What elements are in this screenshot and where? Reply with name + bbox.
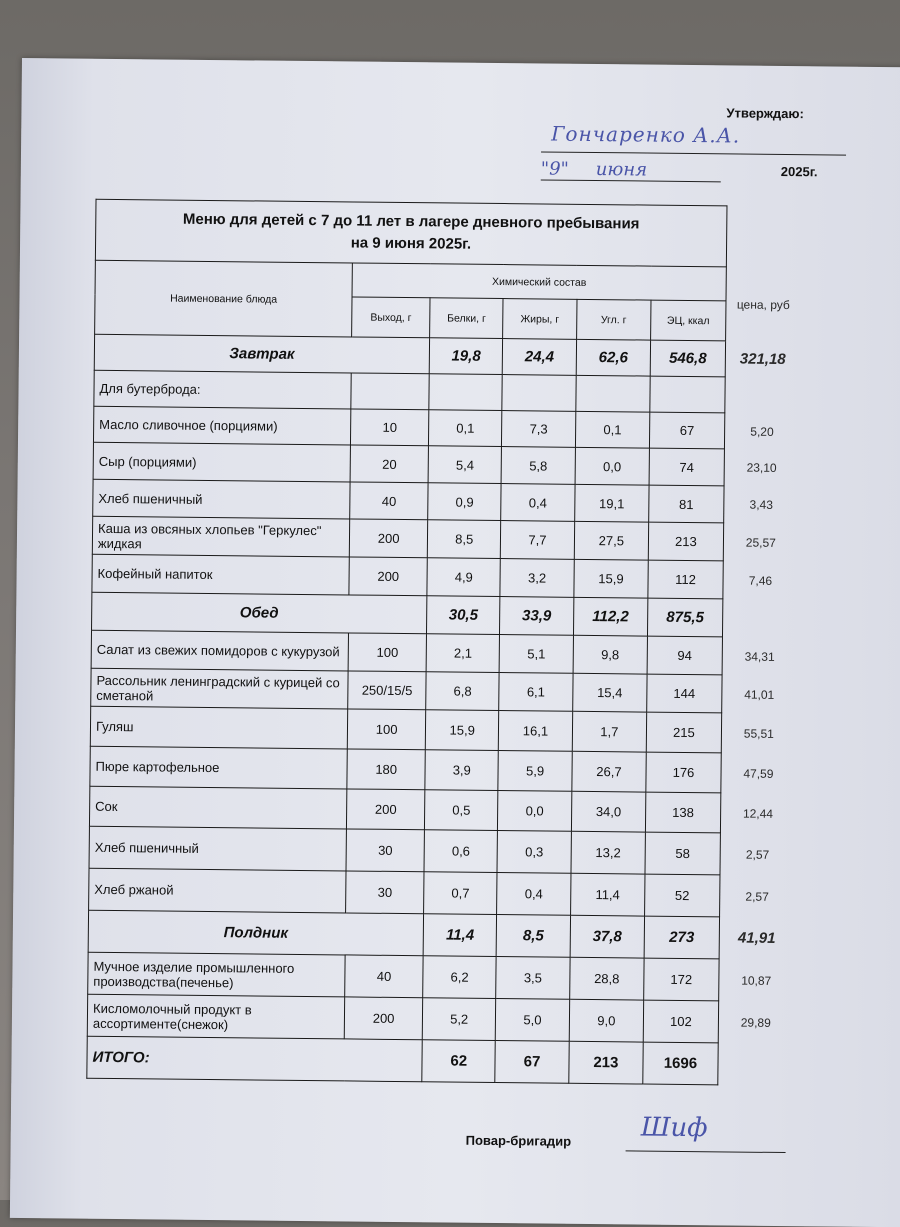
cell-carbs: 9,8 <box>573 635 648 674</box>
cell-price: 34,31 <box>722 637 797 676</box>
cell-fat: 16,1 <box>499 711 573 752</box>
cell-fat: 67 <box>495 1041 569 1084</box>
table-row <box>89 826 795 875</box>
cell-carbs: 27,5 <box>574 521 649 560</box>
cell-dish: Салат из свежих помидоров с кукурузой <box>91 630 349 671</box>
cell-protein: 5,4 <box>428 446 502 484</box>
cell-energy: 176 <box>646 752 721 793</box>
total-label: ИТОГО: <box>87 1036 422 1082</box>
cell-price: 55,51 <box>721 713 796 754</box>
header-dish: Наименование блюда <box>95 260 353 337</box>
cell-dish: Каша из овсяных хлопьев "Геркулес" жидкая <box>92 516 350 557</box>
cell-energy: 215 <box>646 712 721 753</box>
cell-fat: 5,9 <box>498 751 572 792</box>
cell-dish: Сыр (порциями) <box>93 442 351 482</box>
table-row <box>88 952 794 1001</box>
cell-carbs: 9,0 <box>569 999 644 1042</box>
cell-fat: 0,0 <box>498 791 572 832</box>
cell-price: 3,43 <box>723 486 798 524</box>
cell-carbs: 112,2 <box>573 597 648 636</box>
cell-energy: 172 <box>644 958 719 1001</box>
cell-fat: 7,3 <box>502 411 576 448</box>
cell-price: 47,59 <box>721 753 796 794</box>
cell-yield: 40 <box>350 482 428 520</box>
cell-carbs: 15,9 <box>574 559 649 598</box>
cell-yield: 200 <box>349 557 427 596</box>
header-energy: ЭЦ, ккал <box>651 300 726 341</box>
cell-price: 23,10 <box>724 449 799 487</box>
price-column-spacer <box>726 206 801 268</box>
cell-energy: 112 <box>648 560 723 599</box>
cell-energy: 144 <box>647 674 722 713</box>
cell-protein: 30,5 <box>427 596 501 635</box>
cell-price: 7,46 <box>723 561 798 600</box>
cell-protein: 8,5 <box>427 520 501 559</box>
cell-price: 321,18 <box>725 341 800 378</box>
cook-label: Повар-бригадир <box>465 1132 572 1149</box>
cell-fat: 33,9 <box>500 597 574 636</box>
cell-fat: 8,5 <box>496 915 570 958</box>
menu-title-line1: Меню для детей с 7 до 11 лет в лагере дневного пребывания <box>182 210 640 233</box>
cell-energy: 74 <box>649 448 724 486</box>
cell-carbs: 15,4 <box>572 673 647 712</box>
cell-dish: Пюре картофельное <box>90 746 348 789</box>
cell-yield: 30 <box>346 871 424 914</box>
header-protein: Белки, г <box>430 298 504 339</box>
menu-title-line2: на 9 июня 2025г. <box>350 234 472 253</box>
cell-protein: 62 <box>422 1040 496 1083</box>
cell-dish: Хлеб пшеничный <box>89 826 347 871</box>
cell-protein: 11,4 <box>423 914 497 957</box>
cell-fat: 24,4 <box>503 339 577 376</box>
cell-price: 2,57 <box>719 875 794 918</box>
cell-protein: 6,2 <box>423 956 497 999</box>
approval-label: Утверждаю: <box>726 105 804 122</box>
cook-signature: Шиф <box>640 1112 708 1144</box>
cell-dish: Кисломолочный продукт в ассортименте(снежок) <box>87 994 345 1039</box>
cell-dish: Хлеб пшеничный <box>93 479 351 519</box>
cell-dish: Гуляш <box>90 706 348 749</box>
cell-protein: 2,1 <box>426 634 500 673</box>
cell-carbs: 0,1 <box>575 411 650 448</box>
cell-price: 41,01 <box>721 675 796 714</box>
cell-protein: 19,8 <box>429 338 503 375</box>
cell-dish: Рассольник ленинградский с курицей со сметаной <box>91 668 349 709</box>
cell-dish: Кофейный напиток <box>92 554 350 595</box>
cell-yield: 200 <box>347 789 425 830</box>
cell-energy: 213 <box>648 522 723 561</box>
cell-price: 10,87 <box>718 959 793 1002</box>
section-name: Полдник <box>88 910 423 956</box>
cell-energy: 58 <box>645 832 720 875</box>
cell-energy: 102 <box>643 1000 718 1043</box>
table-row <box>89 868 795 917</box>
cell-energy: 875,5 <box>648 598 723 637</box>
cell-fat: 3,2 <box>500 559 574 598</box>
approval-signature: Гончаренко А.А. <box>551 121 741 148</box>
cell-protein: 0,1 <box>429 410 503 447</box>
cell-fat: 5,0 <box>496 999 570 1042</box>
cell-energy: 546,8 <box>650 340 725 377</box>
cell-carbs: 0,0 <box>575 447 650 485</box>
cell-yield: 180 <box>347 749 425 790</box>
cell-carbs: 37,8 <box>570 915 645 958</box>
section-row-snack <box>88 910 794 959</box>
cell-fat: 0,3 <box>497 831 571 874</box>
cell-protein: 3,9 <box>425 750 499 791</box>
cell-price: 12,44 <box>720 793 795 834</box>
header-fat: Жиры, г <box>503 299 577 340</box>
approval-month: июня <box>595 159 648 181</box>
header-carbs: Угл. г <box>576 299 651 340</box>
cell-protein: 6,8 <box>426 672 500 711</box>
cell-carbs: 28,8 <box>569 957 644 1000</box>
cell-fat: 3,5 <box>496 957 570 1000</box>
cell-energy: 1696 <box>643 1042 718 1085</box>
cell-protein: 4,9 <box>427 558 501 597</box>
cell-carbs: 213 <box>568 1041 643 1084</box>
table-row <box>87 994 793 1043</box>
cell-dish: Мучное изделие промышленного производства(печенье) <box>88 952 346 997</box>
cell-price: 5,20 <box>724 413 799 450</box>
cell-yield: 20 <box>350 445 428 483</box>
cell-price: 25,57 <box>723 523 798 562</box>
cell-fat: 0,4 <box>501 484 575 522</box>
cell-yield: 100 <box>348 709 426 750</box>
cell-energy: 81 <box>649 485 724 523</box>
subheader-label: Для бутерброда: <box>94 370 352 409</box>
section-name: Завтрак <box>94 334 429 374</box>
cell-energy: 94 <box>647 636 722 675</box>
cell-yield: 30 <box>346 829 424 872</box>
cell-energy: 273 <box>644 916 719 959</box>
approval-year: 2025г. <box>780 163 818 180</box>
cell-dish: Масло сливочное (порциями) <box>93 406 351 445</box>
cell-energy: 67 <box>650 412 725 449</box>
cell-price: 41,91 <box>719 917 794 960</box>
menu-title <box>95 199 726 267</box>
cell-carbs: 11,4 <box>570 873 645 916</box>
cell-carbs: 13,2 <box>571 831 646 874</box>
cell-protein: 0,6 <box>424 830 498 873</box>
cell-energy: 138 <box>646 792 721 833</box>
cell-protein: 0,5 <box>425 790 499 831</box>
cell-protein: 5,2 <box>422 998 496 1041</box>
cell-price: 2,57 <box>720 833 795 876</box>
cell-protein: 0,7 <box>424 872 498 915</box>
cell-yield: 100 <box>348 633 426 672</box>
cell-energy: 52 <box>645 874 720 917</box>
cell-fat: 7,7 <box>501 521 575 560</box>
approval-day: "9" <box>540 158 569 180</box>
cell-yield: 250/15/5 <box>348 671 426 710</box>
menu-table <box>86 199 801 1086</box>
cell-protein: 0,9 <box>428 483 502 521</box>
cell-yield: 200 <box>350 519 428 558</box>
cell-carbs: 62,6 <box>576 339 651 376</box>
cell-dish: Сок <box>89 786 347 829</box>
cell-carbs: 1,7 <box>572 711 647 752</box>
header-yield: Выход, г <box>352 297 430 338</box>
header-price: цена, руб <box>725 267 801 342</box>
cell-yield: 10 <box>351 409 429 446</box>
cell-fat: 5,8 <box>501 447 575 485</box>
cell-fat: 0,4 <box>497 873 571 916</box>
cell-fat: 5,1 <box>499 635 573 674</box>
cell-yield: 40 <box>345 955 423 998</box>
header-chem: Химический состав <box>352 263 726 301</box>
cell-carbs: 19,1 <box>574 484 649 522</box>
cell-price: 29,89 <box>718 1001 793 1044</box>
cell-yield: 200 <box>344 997 422 1040</box>
cell-dish: Хлеб ржаной <box>89 868 347 913</box>
cell-carbs: 26,7 <box>572 751 647 792</box>
cell-carbs: 34,0 <box>571 791 646 832</box>
document-sheet <box>10 58 900 1227</box>
cell-fat: 6,1 <box>499 673 573 712</box>
cell-protein: 15,9 <box>425 710 499 751</box>
total-row <box>87 1036 793 1085</box>
section-name: Обед <box>92 592 427 634</box>
